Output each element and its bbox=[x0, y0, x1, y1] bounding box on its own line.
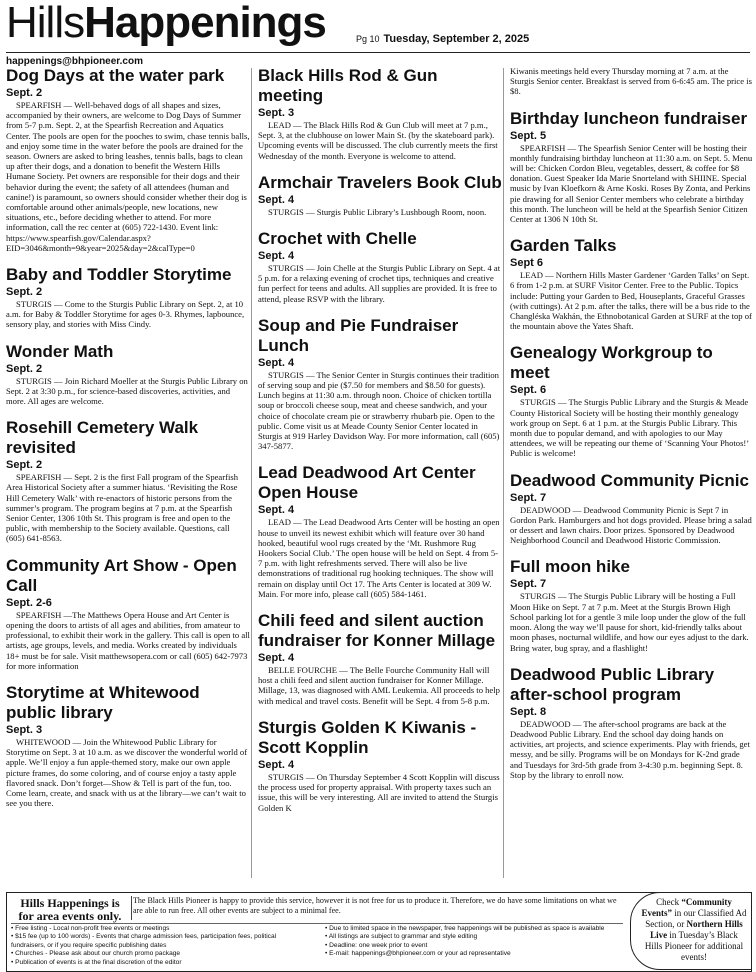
community-events-callout: Check “Community Events” in our Classified Ad Section, or Northern Hills Live in Tuesday’s Black Hills Pioneer for additional events! bbox=[630, 892, 752, 970]
list-item: • $15 fee (up to 100 words) - Events that charge admission fees, participation fees, political fundraisers, or if you require specific publishing dates bbox=[11, 933, 311, 950]
article bbox=[6, 418, 250, 543]
article bbox=[6, 683, 250, 808]
article-body: STURGIS — Come to the Sturgis Public Library on Sept. 2, at 10 a.m. for Baby & Toddler Storytime for ages 0-3. Rhymes, lapbounce, sensory play, and stories with Miss Cindy. bbox=[6, 299, 245, 330]
article-date: Sept. 3 bbox=[6, 723, 43, 736]
article-body: STURGIS — The Sturgis Public Library and the Sturgis & Meade County Historical Society will be hosting their monthly genealogy work group on Sept. 6 at 1 p.m. at the Sturgis Public Library. This month due to popular demand, and with apologies to our May attendees, we will be repeating our theme of ‘Scanning Your Photos!’ Public is welcome! bbox=[510, 397, 749, 459]
article bbox=[510, 109, 754, 225]
article bbox=[258, 611, 502, 706]
article-date: Sept. 7 bbox=[510, 491, 547, 504]
masthead bbox=[6, 2, 750, 46]
list-item: • E-mail: happenings@bhpioneer.com or your ad representative bbox=[325, 950, 625, 958]
article bbox=[510, 557, 754, 652]
article-title: Birthday luncheon fundraiser bbox=[510, 108, 748, 128]
article-date: Sept. 4 bbox=[258, 504, 295, 517]
article bbox=[258, 316, 502, 452]
column-divider bbox=[503, 68, 504, 878]
article bbox=[510, 343, 754, 458]
article-body: SPEARFISH —The Matthews Opera House and Art Center is opening the doors to artists of all ages and abilities, from amateur to professional, to exhibit their work in the gallery. This call is open to all artists, age groups, levels, and media. Works created by individuals 18+ must be for sale. Visit matthewsopera.com or call (605) 642-7973 for more information bbox=[6, 609, 250, 671]
list-item: • Publication of events is at the final discretion of the editor bbox=[11, 959, 311, 967]
contact-email[interactable]: happenings@bhpioneer.com bbox=[6, 56, 143, 67]
article bbox=[6, 265, 250, 330]
article-body: STURGIS — Sturgis Public Library’s Lushbough Room, noon. bbox=[268, 206, 487, 217]
article bbox=[258, 718, 502, 813]
list-item: • Deadline: one week prior to event bbox=[325, 942, 625, 950]
article bbox=[510, 665, 754, 780]
footer-intro: The Black Hills Pioneer is happy to provide this service, however it is not free for us to produce it. Therefore, we do have some limitations on what we are able to run free. All other events are subject to a minimal fee. bbox=[133, 896, 617, 915]
logo-thin: Hills bbox=[6, 0, 85, 47]
article-title: Black Hills Rod & Gun meeting bbox=[258, 66, 438, 105]
list-item: • Free listing - Local non-profit free events or meetings bbox=[11, 925, 311, 933]
list-item: • Due to limited space in the newspaper, free happenings will be published as space is available bbox=[325, 925, 625, 933]
article-date: Sept. 2 bbox=[6, 362, 43, 375]
article-title: Deadwood Community Picnic bbox=[510, 470, 749, 490]
article-body: STURGIS — Join Chelle at the Sturgis Public Library on Sept. 4 at 5 p.m. for a relaxing evening of crochet tips, techniques and creative fun perfect for teens and adults. All supplies are provided. It is free to attend, please RSVP with the library. bbox=[258, 263, 501, 304]
article-date: Sept. 8 bbox=[510, 705, 547, 718]
article-body: WHITEWOOD — Join the Whitewood Public Library for Storytime on Sept. 3 at 10 a.m. as we discover the wonderful world of apple. We’ll enjoy a fun apple-themed story, make our own apple picture frames, do some coloring, and of course enjoy a tasty apple flavored snack. Don’t forget—Show & Tell is part of the fun, too. Come learn, create, and snack with us at the library—we can’t wait to see you there. bbox=[6, 736, 248, 809]
article-date: Sept. 4 bbox=[258, 758, 295, 771]
article-title: Dog Days at the water park bbox=[6, 66, 225, 85]
article-date: Sept. 4 bbox=[258, 356, 295, 369]
article-title: Crochet with Chelle bbox=[258, 229, 417, 249]
footer-right-list bbox=[325, 925, 625, 959]
article bbox=[510, 471, 754, 546]
article-date: Sept. 7 bbox=[510, 578, 547, 591]
article-date: Sept. 5 bbox=[510, 129, 547, 142]
article-title: Chili feed and silent auction fundraiser for Konner Millage bbox=[258, 611, 496, 651]
article bbox=[258, 463, 502, 599]
article-title: Full moon hike bbox=[510, 557, 630, 577]
footer-rule bbox=[11, 923, 623, 924]
article bbox=[6, 66, 250, 253]
column-divider bbox=[251, 68, 252, 878]
issue-date: Tuesday, September 2, 2025 bbox=[383, 33, 530, 45]
article-body: BELLE FOURCHE — The Belle Fourche Community Hall will host a chili feed and silent auction fundraiser for Konner Millage. Millage, 13, was diagnosed with AML Leukemia. All proceeds to help with medical and travel costs. Benefit will be Sept. 4 from 5-8 p.m. bbox=[258, 665, 500, 706]
article-body: STURGIS — On Thursday September 4 Scott Kopplin will discuss the process used for property appraisal. With property taxes such an issue, this will be very interesting. All are invited to attend the Sturgis Golden K bbox=[258, 771, 500, 813]
article-date: Sept. 2 bbox=[6, 459, 43, 472]
list-item: • All listings are subject to grammar and style editing bbox=[325, 933, 625, 941]
page-number: Pg 10 bbox=[356, 34, 380, 44]
logo-bold: Happenings bbox=[84, 0, 326, 47]
article-title: Storytime at Whitewood public library bbox=[6, 682, 200, 722]
article-body: LEAD — The Lead Deadwood Arts Center will be hosting an open house to unveil its newest exhibit which will feature over 30 hand hooked, beautiful wool rugs created by the ‘Mt. Rushmore Rug Hookers Social Club.’ The open house will be held on Sept. 4 from 5-7 p.m. with light refreshments served. There will also be live demonstrations of traditional rug hooking techniques. The show will remain on display until Oct 17. The Arts Center is located at 309 W. Main. For more info, please call (605) 584-1461. bbox=[258, 517, 500, 599]
article bbox=[6, 342, 250, 407]
masthead-rule bbox=[6, 52, 750, 53]
article-title: Genealogy Workgroup to meet bbox=[510, 343, 713, 383]
footer-title: Hills Happenings is for area events only. bbox=[18, 896, 122, 923]
article-date: Sept. 6 bbox=[510, 384, 547, 397]
article bbox=[510, 236, 754, 331]
article bbox=[258, 229, 502, 304]
article-body: STURGIS — Join Richard Moeller at the Sturgis Public Library on Sept. 2 at 3:30 p.m., for science-based discoveries, activities, and more. All ages are welcome. bbox=[6, 375, 248, 407]
article-date: Sept 6 bbox=[510, 257, 544, 270]
article-body: LEAD — Northern Hills Master Gardener ‘Garden Talks’ on Sept. 6 from 1-2 p.m. at SURF Visitor Center. Free to the Public. Topics include: Putting your Garden to Bed, Houseplants, Graceful Grasses (with cuttings). At 2 p.m. after the talks, there will be a bus ride to the Changléska Wakhán, the Ethnobotanical Garden at SURF at the top of the mountain above the Yates Shaft. bbox=[510, 270, 752, 332]
article-date: Sept. 2 bbox=[6, 286, 43, 299]
article-date: Sept. 3 bbox=[258, 107, 295, 119]
column-3 bbox=[510, 66, 754, 792]
article-body: Kiwanis meetings held every Thursday morning at 7 a.m. at the Sturgis Senior center. Breakfast is served from 6-6:45 am. The price is $8. bbox=[510, 66, 752, 97]
article-body: SPEARFISH — Sept. 2 is the first Fall program of the Spearfish Area Historical Society after a summer hiatus. ‘Revisiting the Rose Hill Cemetery Walk’ with re-enactors of historic persons from the summer’s program. The program begins at 7 p.m. at the Spearfish Senior Center, 1306 10th St. This program is free and open to the public, with membership to the Society available. Questions, call (605) 641-8563. bbox=[6, 472, 238, 544]
article-title: Sturgis Golden K Kiwanis - Scott Kopplin bbox=[258, 717, 477, 757]
article-continued bbox=[510, 66, 754, 97]
list-item: • Churches - Please ask about our church promo package bbox=[11, 950, 311, 958]
article-title: Armchair Travelers Book Club bbox=[258, 172, 502, 192]
article-title: Community Art Show - Open Call bbox=[6, 555, 237, 595]
article-title: Rosehill Cemetery Walk revisited bbox=[6, 418, 199, 458]
article-title: Garden Talks bbox=[510, 236, 617, 256]
column-1 bbox=[6, 66, 250, 820]
article-title: Lead Deadwood Art Center Open House bbox=[258, 463, 476, 503]
footer-divider bbox=[131, 896, 132, 920]
article-body: LEAD — The Black Hills Rod & Gun Club will meet at 7 p.m., Sept. 3, at the clubhouse on lower Main St. (by the skateboard park). Upcoming events will be discussed. The club currently meets the first Wednesday of the month. Everyone is welcome to attend. bbox=[258, 120, 498, 161]
article-body: DEADWOOD — The after-school programs are back at the Deadwood Public Library. End the school day doing hands on activities, art projects, and science experiments. Play with friends, get messy, and be silly. Programs will be on Mondays for K-2nd grade and Tuesdays for 3rd-5th grade from 3-4:30 p.m. beginning Sept. 8. Stop by the library to enroll now. bbox=[510, 718, 750, 780]
article-body: SPEARFISH — Well-behaved dogs of all shapes and sizes, accompanied by their owners, are welcome to Dog Days of Summer from 5-7 p.m. Sept. 2, at the Spearfish Recreation and Aquatics Center. The pools are open for the pooches to swim, chase tennis balls, and enjoy some time in the water before the pools are drained for the season. Owners are asked to bring leashes, tennis balls, bags to clean up after their dogs, and a donation to benefit the Western Hills Humane Society. Pet owners are responsible for their dogs and their behavior during the event; the safety of all attendees (human and canine!) is paramount, so owners should consider whether their dog is comfortable around other animals/people, new locations, new situations, etc., before deciding whether to attend. For more information, call the rec center at (605) 722-1430. Event link: https://www.spearfish.gov/Calendar.aspx?EID=3046&month=9&year=2025&day=2&calType=0 bbox=[6, 100, 250, 253]
article-body: SPEARFISH — The Spearfish Senior Center will be hosting their monthly fundraising birthday luncheon at 11:30 a.m. on Sept. 5. Menu will be: Chicken Cordon Bleu, vegetables, dessert, & coffee for $8 donation. Guest Speaker Ida Marie Snorteland with SHIINE. Special music by Ivan Kloefkorn & Arne Koski. Roses By Zonta, and Perkins pie drawing for all Senior Center members who celebrate a birthday this month. The luncheon will be held at the Spearfish Senior Citizen Center at 1306 N 10th St. bbox=[510, 142, 753, 225]
column-2 bbox=[258, 66, 502, 825]
article bbox=[6, 556, 250, 671]
logo bbox=[6, 0, 326, 46]
page-info bbox=[356, 33, 529, 45]
article-date: Sept. 4 bbox=[258, 193, 295, 206]
article bbox=[258, 66, 502, 161]
article bbox=[258, 173, 502, 217]
article-date: Sept. 4 bbox=[258, 250, 295, 263]
footer-notice bbox=[6, 892, 752, 972]
article-date: Sept. 2-6 bbox=[6, 596, 52, 609]
article-body: DEADWOOD — Deadwood Community Picnic is Sept 7 in Gordon Park. Hamburgers and hot dogs provided. Please bring a salad or dessert and lawn chairs. Door prizes. Sponsored by Deadwood Neighborhood Council and Deadwood Historic Commission. bbox=[510, 504, 752, 546]
article-date: Sept. 2 bbox=[6, 87, 43, 99]
article-title: Baby and Toddler Storytime bbox=[6, 265, 232, 285]
article-title: Soup and Pie Fundraiser Lunch bbox=[258, 315, 459, 355]
article-date: Sept. 4 bbox=[258, 652, 295, 665]
footer-left-list bbox=[11, 925, 311, 967]
article-body: STURGIS — The Senior Center in Sturgis continues their tradition of serving soup and pie ($7.50 for members and $8.50 for guests). Lunch begins at 11:30 a.m. through noon. Choice of chicken tortilla soup or broccoli cheese soup, meat and cheese sandwich, and your choice of chocolate cream pie or strawberry rhubarb pie. Open to the public. Come visit us at Meade County Senior Center located in Sturgis at 919 Harley Davidson Way. For more information, call (605) 347-5877. bbox=[258, 369, 500, 452]
article-title: Deadwood Public Library after-school program bbox=[510, 664, 715, 704]
article-title: Wonder Math bbox=[6, 341, 114, 361]
article-body: STURGIS — The Sturgis Public Library will be hosting a Full Moon Hike on Sept. 7 at 7 p.m. Meet at the Sturgis Brown High School parking lot for a gentle 3 mile loop under the glow of the full moon. Along the way we’ll pause for short, kid-friendly talks about moon phases, nocturnal wildlife, and how our eyes adjust to the dark. Bring water, bug spray, and a flashlight! bbox=[510, 591, 749, 653]
